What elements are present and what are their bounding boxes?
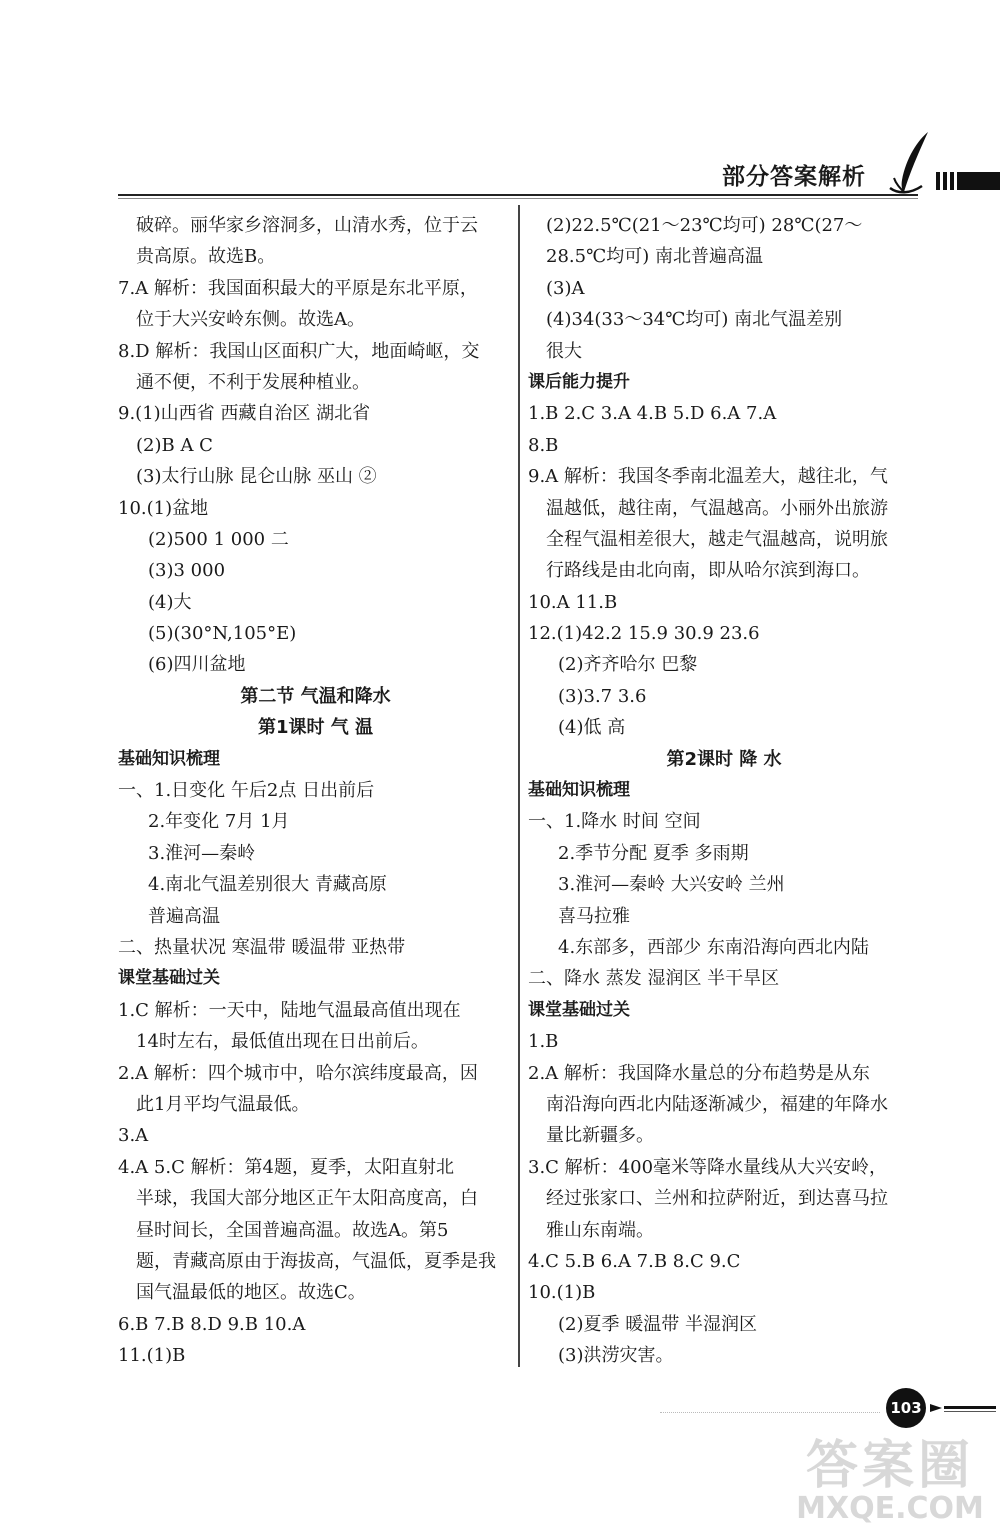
answer-line: (6)四川盆地: [148, 654, 246, 676]
answer-line: 位于大兴安岭东侧。故选A。: [136, 309, 365, 331]
answer-line: 12.(1)42.2 15.9 30.9 23.6: [528, 623, 760, 645]
answer-line: 2.A 解析：我国降水量总的分布趋势是从东: [528, 1062, 870, 1084]
section-title: 第二节 气温和降水: [240, 685, 391, 707]
answer-line: (2)22.5℃(21～23℃均可) 28℃(27～: [546, 215, 863, 236]
answer-line: (4)大: [148, 591, 192, 613]
answer-line: 二、降水 蒸发 湿润区 半干旱区: [528, 968, 780, 990]
header-rule-thin: [118, 198, 918, 199]
answer-line: 2.年变化 7月 1月: [148, 811, 290, 833]
header-rule: [118, 194, 918, 196]
answer-line: 一、1.日变化 午后2点 日出前后: [118, 780, 375, 802]
answer-line: 2.季节分配 夏季 多雨期: [558, 842, 749, 864]
left-column: [118, 210, 513, 1371]
watermark: [790, 1438, 990, 1524]
answer-line: 半球，我国大部分地区正午太阳高度高，白: [136, 1188, 478, 1210]
answer-line: 二、热量状况 寒温带 暖温带 亚热带: [118, 936, 406, 958]
right-column: [528, 210, 920, 1371]
answer-line: 1.B: [528, 1031, 559, 1053]
answer-line: 11.(1)B: [118, 1345, 186, 1367]
answer-line: 10.(1)盆地: [118, 497, 209, 519]
answer-line: (4)34(33～34℃均可) 南北气温差别: [546, 309, 843, 331]
answer-line: (3)3.7 3.6: [558, 685, 647, 707]
answer-line: 8.D 解析：我国山区面积广大，地面崎岖，交: [118, 340, 480, 362]
answer-line: 普遍高温: [148, 905, 220, 927]
page-number: 103: [886, 1388, 926, 1428]
answer-line: 温越低，越往南，气温越高。小丽外出旅游: [546, 497, 888, 519]
answer-line: 量比新疆多。: [546, 1125, 654, 1147]
answer-line: 全程气温相差很大，越走气温越高，说明旅: [546, 528, 888, 550]
header-bars-icon: [936, 170, 1000, 192]
answer-line: 此1月平均气温最低。: [136, 1093, 310, 1115]
section-heading: 基础知识梳理: [118, 748, 220, 769]
column-divider: [518, 205, 520, 1367]
answer-line: 8.B: [528, 434, 559, 456]
answer-line: 通不便，不利于发展种植业。: [136, 371, 370, 393]
answer-line: 4.C 5.B 6.A 7.B 8.C 9.C: [528, 1250, 741, 1272]
answer-line: (4)低 高: [558, 717, 626, 739]
answer-line: 国气温最低的地区。故选C。: [136, 1282, 366, 1304]
answer-line: 10.(1)B: [528, 1282, 596, 1304]
answer-line: (2)500 1 000 二: [148, 528, 289, 550]
footer-dotted-line: [660, 1412, 880, 1413]
answer-line: 行路线是由北向南，即从哈尔滨到海口。: [546, 560, 870, 582]
answer-line: (2)B A C: [136, 434, 213, 456]
answer-line: 2.A 解析：四个城市中，哈尔滨纬度最高，因: [118, 1062, 478, 1084]
answer-line: (3)3 000: [148, 560, 226, 582]
answer-line: 1.B 2.C 3.A 4.B 5.D 6.A 7.A: [528, 403, 777, 425]
section-heading: 课堂基础过关: [118, 968, 220, 989]
answer-line: 3.淮河—秦岭: [148, 842, 256, 864]
watermark-site: MXQE.COM: [796, 1491, 984, 1526]
answer-line: 28.5℃均可) 南北普遍高温: [546, 246, 763, 268]
answer-line: 10.A 11.B: [528, 591, 618, 613]
answer-line: 南沿海向西北内陆逐渐减少，福建的年降水: [546, 1093, 888, 1115]
page-number-arrow-icon: [930, 1400, 996, 1416]
answer-line: 9.A 解析：我国冬季南北温差大，越往北，气: [528, 466, 888, 488]
answer-line: 1.C 解析：一天中，陆地气温最高值出现在: [118, 999, 461, 1021]
section-title: 第2课时 降 水: [666, 748, 782, 770]
answer-line: 一、1.降水 时间 空间: [528, 811, 701, 833]
answer-line: (3)太行山脉 昆仑山脉 巫山 ②: [136, 466, 377, 488]
answer-line: 喜马拉雅: [558, 905, 630, 927]
answer-line: 6.B 7.B 8.D 9.B 10.A: [118, 1313, 306, 1335]
answer-line: (2)齐齐哈尔 巴黎: [558, 654, 698, 676]
header-title: 部分答案解析: [722, 164, 866, 190]
answer-line: 7.A 解析：我国面积最大的平原是东北平原，: [118, 277, 478, 299]
section-heading: 课后能力提升: [528, 371, 630, 392]
answer-line: 经过张家口、兰州和拉萨附近，到达喜马拉: [546, 1188, 888, 1210]
answer-line: 破碎。丽华家乡溶洞多，山清水秀，位于云: [136, 215, 478, 236]
answer-line: 9.(1)山西省 西藏自治区 湖北省: [118, 403, 371, 425]
answer-line: 题，青藏高原由于海拔高，气温低，夏季是我: [136, 1250, 496, 1272]
answer-line: (5)(30°N,105°E): [148, 623, 297, 645]
answer-line: 3.C 解析：400毫米等降水量线从大兴安岭，: [528, 1156, 888, 1178]
answer-line: 4.东部多，西部少 东南沿海向西北内陆: [558, 936, 869, 958]
answer-line: 昼时间长，全国普遍高温。故选A。第5: [136, 1219, 449, 1241]
answer-line: 4.南北气温差别很大 青藏高原: [148, 874, 387, 896]
answer-line: 很大: [546, 340, 582, 362]
answer-line: 3.A: [118, 1125, 149, 1147]
section-title: 第1课时 气 温: [257, 717, 374, 739]
watermark-text: 答案圈: [805, 1436, 974, 1496]
answer-line: (2)夏季 暖温带 半湿润区: [558, 1313, 757, 1335]
answer-line: (3)A: [546, 277, 585, 299]
section-heading: 课堂基础过关: [528, 999, 630, 1020]
answer-line: (3)洪涝灾害。: [558, 1345, 674, 1367]
answer-line: 雅山东南端。: [546, 1219, 654, 1241]
section-heading: 基础知识梳理: [528, 780, 630, 801]
answer-line: 3.淮河—秦岭 大兴安岭 兰州: [558, 874, 785, 896]
feather-icon: [888, 128, 938, 198]
answer-line: 4.A 5.C 解析：第4题，夏季，太阳直射北: [118, 1156, 455, 1178]
answer-line: 贵高原。故选B。: [136, 246, 276, 268]
answer-line: 14时左右，最低值出现在日出前后。: [136, 1031, 429, 1053]
